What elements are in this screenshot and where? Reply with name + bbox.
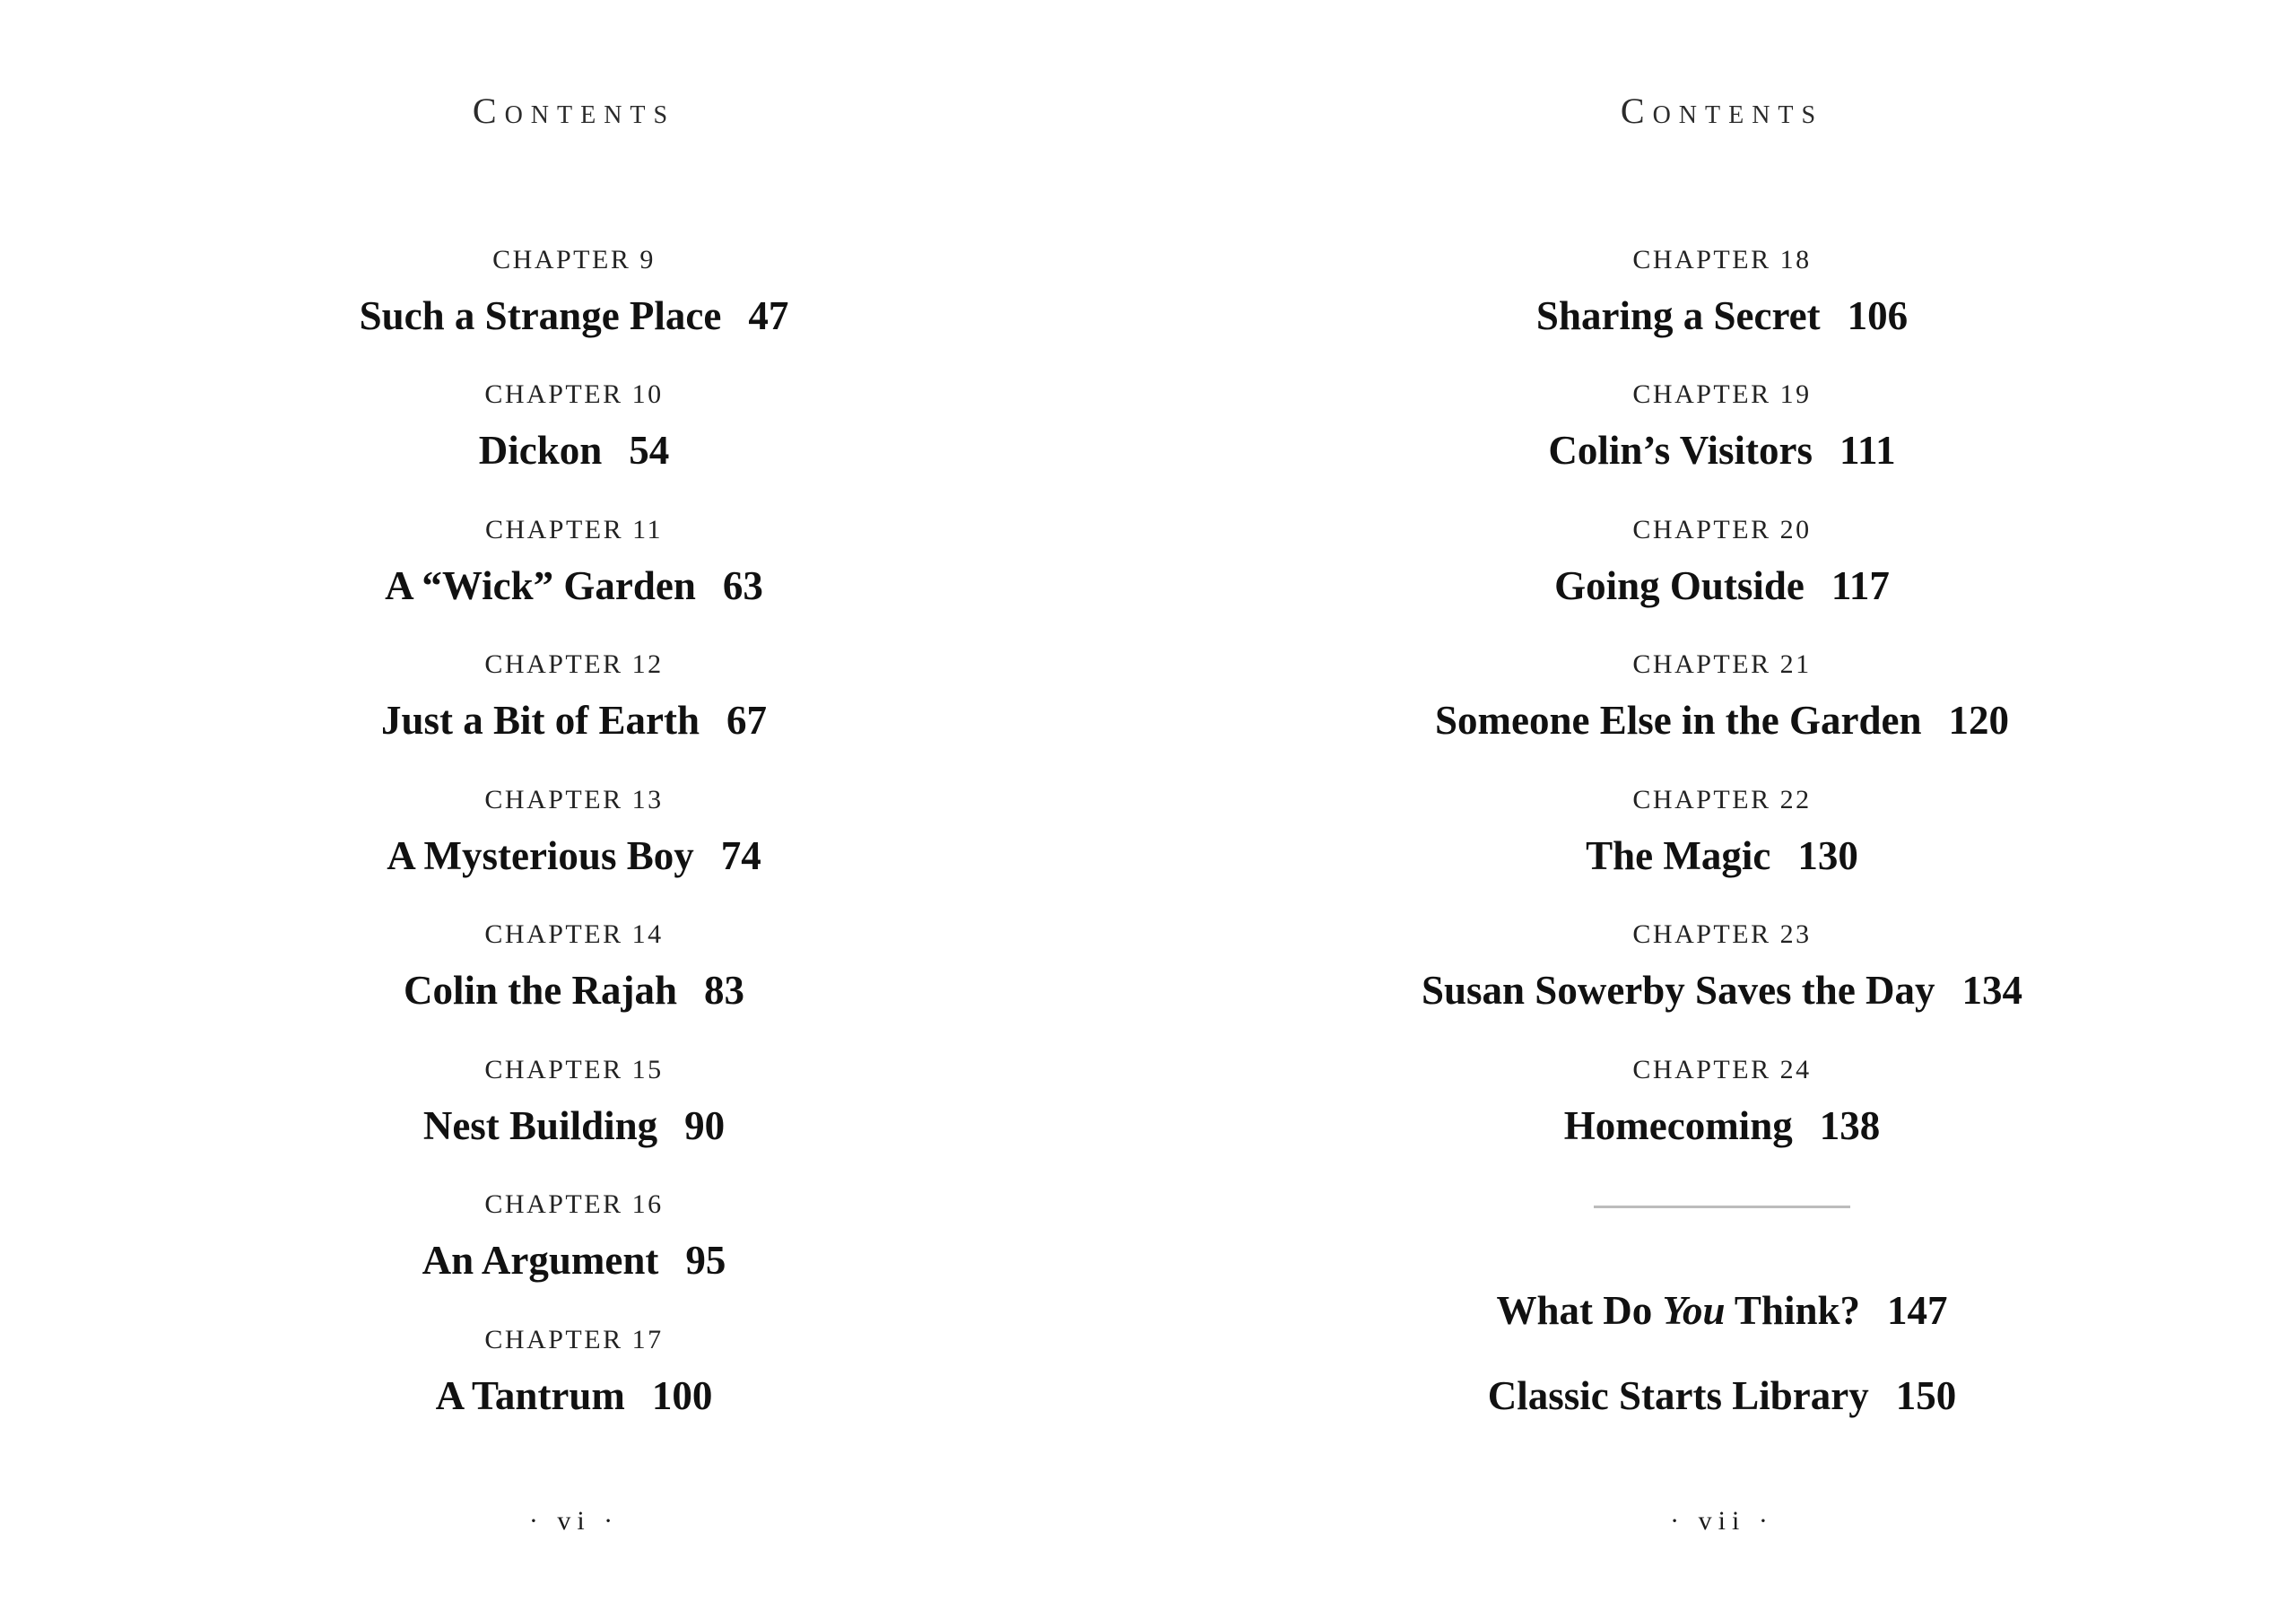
toc-entry-ch10 [0, 378, 1148, 476]
toc-entry-ch15 [0, 1053, 1148, 1152]
toc-entry-ch24 [1148, 1053, 2296, 1152]
back-matter-page-number: 150 [1895, 1373, 1957, 1418]
chapter-title: A Tantrum [435, 1373, 625, 1418]
chapter-title: Colin the Rajah [403, 968, 678, 1013]
section-divider-rule [1594, 1206, 1850, 1208]
chapter-title-line [0, 1234, 1148, 1286]
toc-entry-ch18 [1148, 243, 2296, 342]
chapter-label: CHAPTER 21 [1632, 649, 1812, 679]
chapter-title-line [0, 1370, 1148, 1422]
chapter-title-line [1148, 424, 2296, 476]
chapter-page-number: 54 [629, 428, 670, 473]
chapter-label: CHAPTER 24 [1632, 1055, 1812, 1084]
contents-header-left: Contents [472, 91, 676, 131]
chapter-label: CHAPTER 12 [484, 649, 664, 679]
chapter-page-number: 130 [1797, 833, 1858, 878]
chapter-title-line [0, 694, 1148, 746]
chapter-title: The Magic [1586, 833, 1771, 878]
back-matter-title-italic: You [1662, 1288, 1726, 1333]
back-matter-what-do-you-think [1148, 1285, 2296, 1336]
chapter-page-number: 117 [1831, 563, 1890, 608]
chapter-label: CHAPTER 20 [1632, 515, 1812, 544]
chapter-page-number: 74 [720, 833, 761, 878]
chapter-page-number: 95 [685, 1238, 726, 1283]
chapter-title: A “Wick” Garden [385, 563, 696, 608]
chapter-title-line [0, 560, 1148, 612]
toc-entry-ch14 [0, 918, 1148, 1016]
chapter-label: CHAPTER 9 [492, 245, 656, 274]
chapter-title-line [0, 964, 1148, 1016]
page-number-folio-left: · vi · [528, 1506, 620, 1536]
chapter-label: CHAPTER 19 [1632, 379, 1812, 409]
toc-entry-ch11 [0, 513, 1148, 612]
back-matter-classic-starts-library [1148, 1371, 2296, 1421]
back-matter-title-prefix: What Do [1496, 1288, 1663, 1333]
toc-entry-ch16 [0, 1188, 1148, 1286]
chapter-title-line [1148, 694, 2296, 746]
chapter-page-number: 47 [748, 293, 789, 338]
chapter-title: Susan Sowerby Saves the Day [1421, 968, 1935, 1013]
back-matter-page-number: 147 [1887, 1288, 1948, 1333]
chapter-title: Someone Else in the Garden [1434, 698, 1922, 743]
chapter-page-number: 120 [1948, 698, 2009, 743]
toc-entry-ch9 [0, 243, 1148, 342]
chapter-page-number: 67 [726, 698, 767, 743]
contents-header-right: Contents [1620, 91, 1824, 131]
chapter-page-number: 83 [704, 968, 745, 1013]
chapter-label: CHAPTER 23 [1632, 919, 1812, 949]
chapter-label: CHAPTER 10 [484, 379, 664, 409]
chapter-title-line [0, 290, 1148, 342]
back-matter-title-suffix: Think? [1725, 1288, 1861, 1333]
chapter-label: CHAPTER 18 [1632, 245, 1812, 274]
chapter-title: Dickon [478, 428, 603, 473]
chapter-page-number: 100 [651, 1373, 713, 1418]
chapter-title: Going Outside [1554, 563, 1805, 608]
toc-entry-ch20 [1148, 513, 2296, 612]
chapter-page-number: 111 [1839, 428, 1896, 473]
chapter-label: CHAPTER 22 [1632, 785, 1812, 814]
chapter-page-number: 138 [1819, 1103, 1881, 1148]
chapter-page-number: 90 [684, 1103, 726, 1148]
chapter-label: CHAPTER 13 [484, 785, 664, 814]
chapter-title: Just a Bit of Earth [380, 698, 700, 743]
right-page [1148, 0, 2296, 1602]
chapter-title-line [1148, 290, 2296, 342]
toc-entry-ch17 [0, 1323, 1148, 1422]
chapter-title: Homecoming [1563, 1103, 1793, 1148]
chapter-page-number: 134 [1961, 968, 2023, 1013]
chapter-label: CHAPTER 16 [484, 1189, 664, 1219]
chapter-page-number: 63 [722, 563, 763, 608]
page-number-folio-right: · vii · [1670, 1506, 1774, 1536]
toc-entry-ch12 [0, 648, 1148, 746]
toc-entry-ch23 [1148, 918, 2296, 1016]
toc-entry-ch19 [1148, 378, 2296, 476]
chapter-title: A Mysterious Boy [387, 833, 694, 878]
chapter-title: Colin’s Visitors [1548, 428, 1813, 473]
back-matter-title-prefix: Classic Starts Library [1487, 1373, 1869, 1418]
chapter-title-line [0, 1100, 1148, 1152]
chapter-label: CHAPTER 17 [484, 1325, 664, 1354]
chapter-title-line [1148, 830, 2296, 882]
chapter-title: Such a Strange Place [359, 293, 722, 338]
chapter-title: Sharing a Secret [1535, 293, 1821, 338]
chapter-title-line [1148, 560, 2296, 612]
chapter-label: CHAPTER 14 [484, 919, 664, 949]
chapter-title-line [1148, 964, 2296, 1016]
chapter-title: Nest Building [422, 1103, 658, 1148]
toc-entry-ch22 [1148, 783, 2296, 882]
chapter-label: CHAPTER 15 [484, 1055, 664, 1084]
chapter-title-line [0, 424, 1148, 476]
chapter-page-number: 106 [1847, 293, 1909, 338]
chapter-title-line [0, 830, 1148, 882]
toc-entry-ch21 [1148, 648, 2296, 746]
chapter-title: An Argument [422, 1238, 659, 1283]
toc-entry-ch13 [0, 783, 1148, 882]
chapter-label: CHAPTER 11 [484, 515, 664, 544]
chapter-title-line [1148, 1100, 2296, 1152]
